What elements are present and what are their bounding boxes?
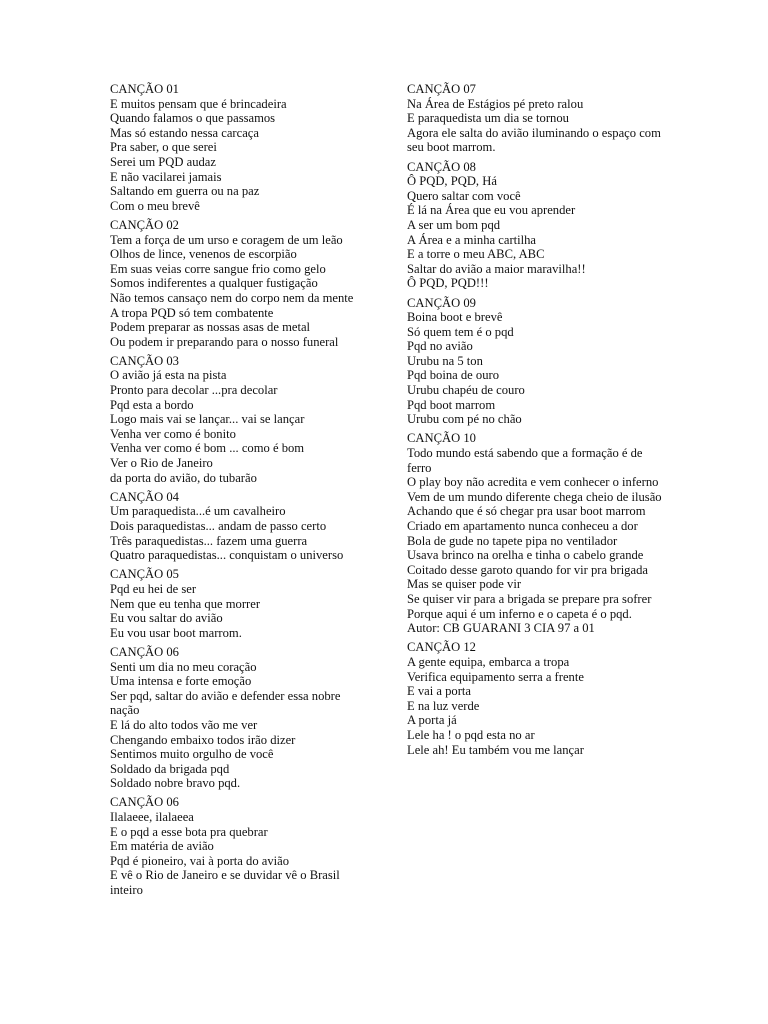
lyric-line: Usava brinco na orelha e tinha o cabelo grande [407, 548, 644, 563]
lyric-line: Venha ver como é bonito [110, 426, 236, 441]
lyric-line: A gente equipa, embarca a tropa [407, 654, 570, 669]
song-block [110, 490, 372, 563]
lyric-line: Pra saber, o que serei [110, 140, 217, 155]
lyric-line: E vê o Rio de Janeiro e se duvidar vê o Brasil inteiro [110, 868, 340, 898]
song-block [110, 567, 372, 640]
lyric-line: O avião já esta na pista [110, 368, 227, 383]
lyric-line: O play boy não acredita e vem conhecer o inferno [407, 475, 659, 490]
lyric-line: Venha ver como é bom ... como é bom [110, 441, 305, 456]
lyric-line: Três paraquedistas... fazem uma guerra [110, 533, 308, 548]
lyric-line: A porta já [407, 713, 457, 728]
lyric-line: Mas se quiser pode vir [407, 577, 522, 592]
lyric-line: Porque aqui é um inferno e o capeta é o pqd. [407, 606, 632, 621]
lyric-line: E não vacilarei jamais [110, 169, 222, 184]
lyric-line: Coitado desse garoto quando for vir pra brigada [407, 562, 648, 577]
song-title: CANÇÃO 09 [407, 295, 476, 310]
lyric-line: Quatro paraquedistas... conquistam o universo [110, 548, 344, 563]
lyric-line: Autor: CB GUARANI 3 CIA 97 a 01 [407, 621, 595, 636]
lyric-line: Ilalaeee, ilalaeea [110, 810, 194, 825]
song-title: CANÇÃO 03 [110, 353, 179, 368]
lyric-line: Saltar do avião a maior maravilha!! [407, 261, 586, 276]
song-title: CANÇÃO 01 [110, 82, 179, 96]
lyric-line: E o pqd a esse bota pra quebrar [110, 824, 268, 839]
lyric-line: Eu vou usar boot marrom. [110, 625, 242, 640]
song-block [407, 640, 665, 757]
lyric-line: Ou podem ir preparando para o nosso funeral [110, 334, 339, 349]
lyric-line: Saltando em guerra ou na paz [110, 184, 260, 199]
lyric-line: Boina boot e brevê [407, 310, 503, 325]
lyric-line: É lá na Área que eu vou aprender [407, 203, 576, 218]
song-title: CANÇÃO 04 [110, 489, 179, 504]
song-title: CANÇÃO 06 [110, 644, 179, 659]
lyric-line: Com o meu brevê [110, 198, 200, 213]
lyric-line: Todo mundo está sabendo que a formação é de ferro [407, 446, 643, 475]
lyric-line: A Área e a minha cartilha [407, 232, 537, 247]
lyric-line: Pqd no avião [407, 339, 473, 354]
lyric-line: Agora ele salta do avião iluminando o espaço com seu boot marrom. [407, 125, 661, 155]
lyric-line: E na luz verde [407, 698, 480, 713]
lyric-line: Uma intensa e forte emoção [110, 674, 252, 689]
lyric-line: Serei um PQD audaz [110, 154, 216, 169]
lyric-line: Urubu chapéu de couro [407, 383, 525, 398]
song-block [110, 795, 372, 897]
lyric-line: Eu vou saltar do avião [110, 611, 223, 626]
lyric-line: E muitos pensam que é brincadeira [110, 96, 287, 111]
lyric-line: Dois paraquedistas... andam de passo certo [110, 519, 327, 533]
lyric-line: Ser pqd, saltar do avião e defender essa nobre nação [110, 688, 341, 718]
lyric-line: Não temos cansaço nem do corpo nem da mente [110, 290, 354, 305]
lyric-line: Ô PQD, PQD, Há [407, 174, 497, 189]
lyric-line: Podem preparar as nossas asas de metal [110, 320, 311, 335]
lyric-line: Senti um dia no meu coração [110, 659, 257, 674]
lyric-line: Somos indiferentes a qualquer fustigação [110, 276, 318, 291]
lyric-line: da porta do avião, do tubarão [110, 470, 257, 485]
lyric-line: Tem a força de um urso e coragem de um leão [110, 232, 343, 247]
lyric-line: Chengando embaixo todos irão dizer [110, 732, 296, 747]
lyric-line: Se quiser vir para a brigada se prepare pra sofrer [407, 591, 652, 606]
lyric-line: Quando falamos o que passamos [110, 111, 276, 126]
song-block [110, 354, 372, 485]
lyric-line: Soldado da brigada pqd [110, 761, 230, 776]
song-block [110, 82, 372, 213]
lyric-line: Pqd boina de ouro [407, 368, 499, 383]
lyric-line: Quero saltar com você [407, 188, 521, 203]
lyric-line: Olhos de lince, venenos de escorpião [110, 247, 297, 262]
song-title: CANÇÃO 12 [407, 640, 476, 655]
left-column [110, 82, 372, 902]
lyric-line: Um paraquedista...é um cavalheiro [110, 504, 286, 519]
lyric-line: Bola de gude no tapete pipa no ventilador [407, 533, 618, 548]
song-title: CANÇÃO 07 [407, 82, 476, 96]
lyric-line: Ô PQD, PQD!!! [407, 276, 489, 291]
lyric-line: E vai a porta [407, 684, 471, 699]
song-block [407, 431, 665, 635]
lyric-line: Pqd boot marrom [407, 397, 496, 412]
lyric-line: Lele ha ! o pqd esta no ar [407, 727, 535, 742]
song-title: CANÇÃO 05 [110, 567, 179, 582]
lyric-line: Ver o Rio de Janeiro [110, 456, 213, 471]
lyric-line: A tropa PQD só tem combatente [110, 305, 274, 320]
lyric-line: E a torre o meu ABC, ABC [407, 247, 545, 262]
lyric-line: Em suas veias corre sangue frio como gelo [110, 261, 326, 276]
lyric-line: Urubu na 5 ton [407, 353, 483, 368]
lyric-line: Mas só estando nessa carcaça [110, 125, 259, 140]
lyric-line: Pronto para decolar ...pra decolar [110, 383, 278, 398]
lyric-line: E paraquedista um dia se tornou [407, 111, 569, 126]
lyric-line: Verifica equipamento serra a frente [407, 669, 584, 684]
lyric-line: Em matéria de avião [110, 839, 214, 854]
lyric-line: Achando que é só chegar pra usar boot marrom [407, 504, 646, 519]
song-block [110, 645, 372, 791]
lyric-line: E lá do alto todos vão me ver [110, 717, 258, 732]
lyric-line: Só quem tem é o pqd [407, 324, 514, 339]
song-title: CANÇÃO 06 [110, 795, 179, 810]
song-title: CANÇÃO 10 [407, 431, 476, 446]
song-block [110, 218, 372, 349]
lyric-line: Urubu com pé no chão [407, 412, 522, 427]
lyric-line: Logo mais vai se lançar... vai se lançar [110, 412, 305, 427]
lyric-line: Nem que eu tenha que morrer [110, 596, 261, 611]
lyric-line: A ser um bom pqd [407, 217, 501, 232]
song-title: CANÇÃO 02 [110, 217, 179, 232]
lyric-line: Pqd é pioneiro, vai à porta do avião [110, 853, 290, 868]
lyric-line: Na Área de Estágios pé preto ralou [407, 96, 584, 111]
lyric-line: Sentimos muito orgulho de você [110, 747, 274, 762]
song-block [407, 160, 665, 291]
song-block [407, 296, 665, 427]
lyric-line: Vem de um mundo diferente chega cheio de ilusão [407, 489, 662, 504]
lyric-line: Lele ah! Eu também vou me lançar [407, 742, 584, 757]
lyric-line: Soldado nobre bravo pqd. [110, 776, 241, 791]
song-block [407, 82, 665, 155]
lyric-line: Pqd eu hei de ser [110, 581, 197, 596]
lyric-line: Pqd esta a bordo [110, 397, 194, 412]
lyric-line: Criado em apartamento nunca conheceu a dor [407, 519, 638, 533]
right-column [407, 82, 665, 762]
song-title: CANÇÃO 08 [407, 159, 476, 174]
